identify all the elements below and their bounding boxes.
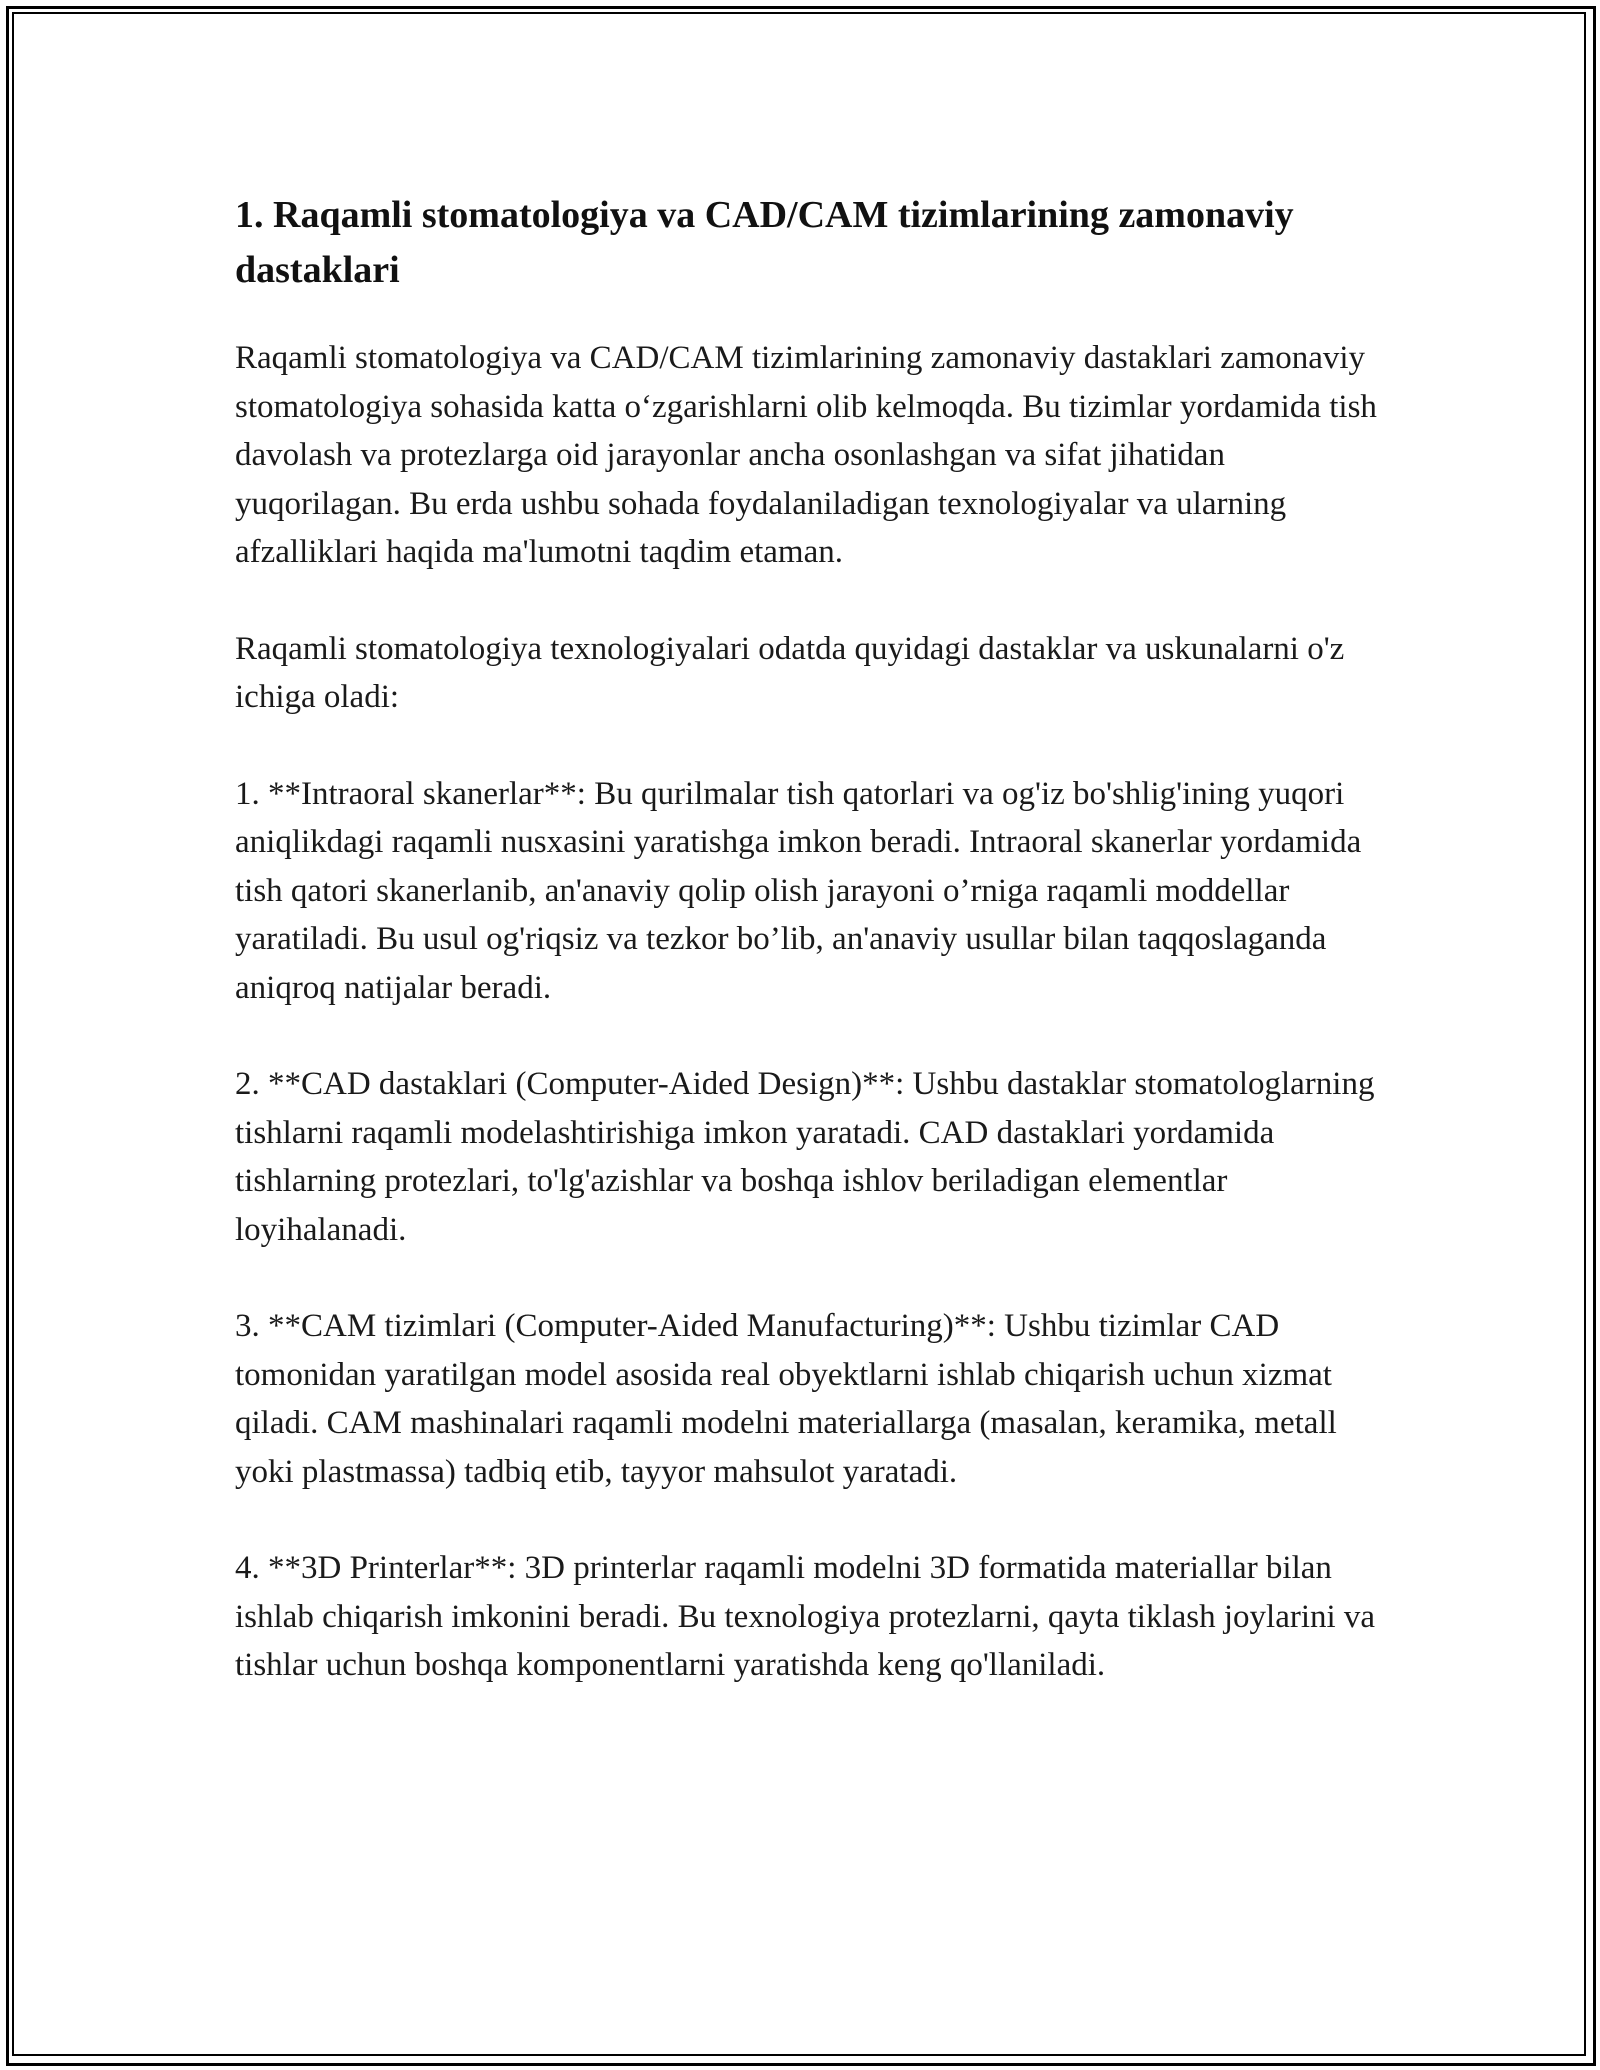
- document-title: 1. Raqamli stomatologiya va CAD/CAM tizimlarining zamonaviy dastaklari: [235, 194, 1294, 291]
- list-item-cam-systems: 3. **CAM tizimlari (Computer-Aided Manufacturing)**: Ushbu tizimlar CAD tomonidan yaratilgan model asosida real obyektlarni ishlab chiqarish uchun xizmat qiladi. CAM mashinalari raqamli modelni materiallarga (masalan, keramika, metall yoki plastmassa) tadbiq etib, tayyor mahsulot yaratadi.: [235, 1308, 1337, 1490]
- intro-paragraph: Raqamli stomatologiya va CAD/CAM tizimlarining zamonaviy dastaklari zamonaviy stomatologiya sohasida katta o‘zgarishlarni olib kelmoqda. Bu tizimlar yordamida tish davolash va protezlarga oid jarayonlar ancha osonlashgan va sifat jihatidan yuqorilagan. Bu erda ushbu sohada foydalaniladigan texnologiyalar va ularning afzalliklari haqida ma'lumotni taqdim etaman.: [235, 340, 1377, 570]
- list-item-cad-software: 2. **CAD dastaklari (Computer-Aided Design)**: Ushbu dastaklar stomatologlarning tishlarni raqamli modelashtirishiga imkon yaratadi. CAD dastaklari yordamida tishlarning protezlari, to'lg'azishlar va boshqa ishlov beriladigan elementlar loyihalanadi.: [235, 1066, 1375, 1248]
- list-item-intraoral-scanners: 1. **Intraoral skanerlar**: Bu qurilmalar tish qatorlari va og'iz bo'shlig'ining yuqori aniqlikdagi raqamli nusxasini yaratishga imkon beradi. Intraoral skanerlar yordamida tish qatori skanerlanib, an'anaviy qolip olish jarayoni o’rniga raqamli moddellar yaratiladi. Bu usul og'riqsiz va tezkor bo’lib, an'anaviy usullar bilan taqqoslaganda aniqroq natijalar beradi.: [235, 775, 1362, 1006]
- document-body: [235, 188, 1380, 1738]
- overview-paragraph: Raqamli stomatologiya texnologiyalari odatda quyidagi dastaklar va uskunalarni o'z ichiga oladi:: [235, 630, 1345, 715]
- list-item-3d-printers: 4. **3D Printerlar**: 3D printerlar raqamli modelni 3D formatida materiallar bilan ishlab chiqarish imkonini beradi. Bu texnologiya protezlarni, qayta tiklash joylarini va tishlar uchun boshqa komponentlarni yaratishda keng qo'llaniladi.: [235, 1550, 1376, 1683]
